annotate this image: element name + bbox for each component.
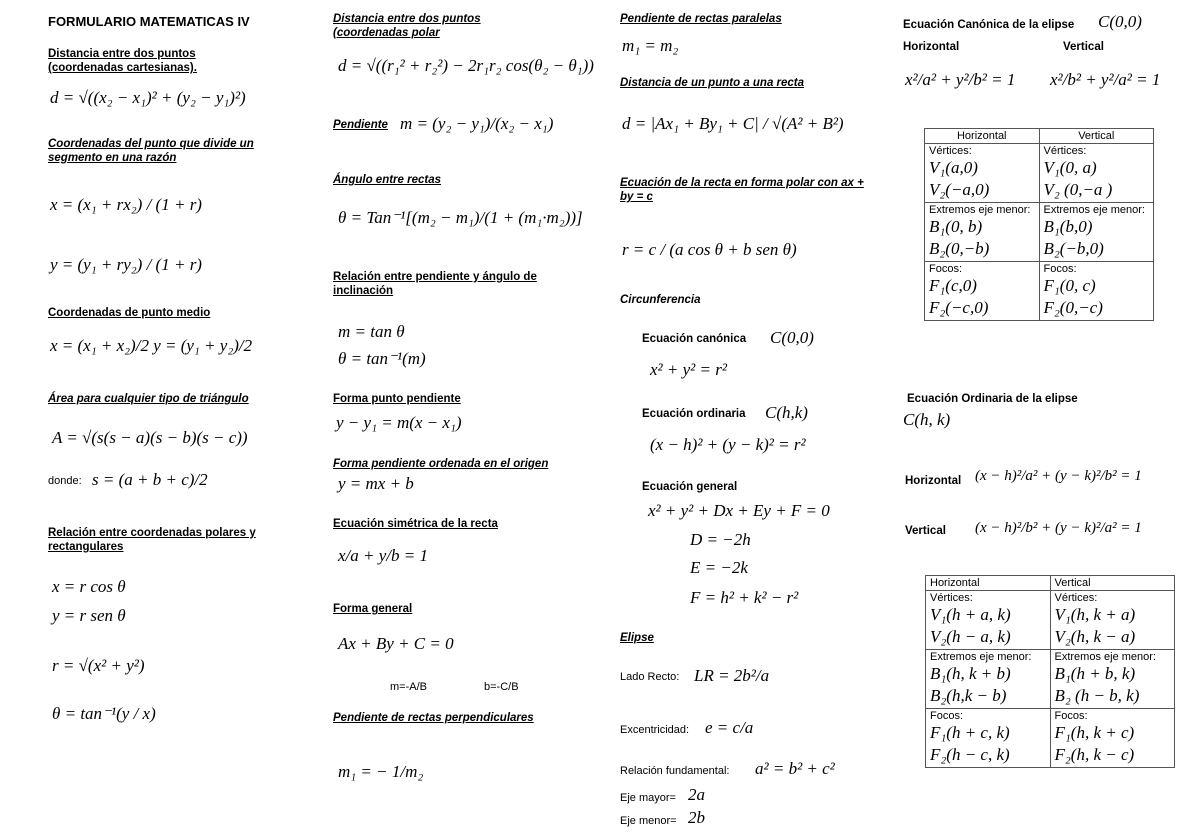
general-b-label: b=-C/B [484,681,519,693]
t1-v-f2: F₂(0,−c) [1043,298,1103,317]
t2-h-foci-label: Focos: [930,710,964,722]
t1-head-vertical: Vertical [1039,129,1154,144]
t2-h-f1: F₁(h + c, k) [930,723,1010,742]
latus-rectum-formula: LR = 2b²/a [694,666,770,685]
t1-v-v2: V₂ (0,−a ) [1043,180,1113,199]
eccentricity-label: Excentricidad: [620,724,690,736]
circle-general-F: F = h² + k² − r² [690,588,799,607]
midpoint-title: Coordenadas de punto medio [48,307,211,319]
t2-h-v1: V₁(h + a, k) [930,605,1011,624]
t1-h-f2: F₂(−c,0) [929,298,989,317]
circle-general-formula: x² + y² + Dx + Ey + F = 0 [648,501,830,520]
fundamental-formula: a² = b² + c² [755,759,835,778]
t2-v-b1: B₁(h + b, k) [1054,664,1136,683]
area-where-label: donde: [48,475,82,487]
t1-row-minor [925,203,1154,262]
point-line-distance-formula: d = |Ax₁ + By₁ + C| / √(A² + B²) [622,114,844,133]
general-form-formula: Ax + By + C = 0 [338,634,454,653]
eccentricity-formula: e = c/a [705,718,754,737]
t1-h-foci-label: Focos: [929,263,963,275]
minor-axis-label: Eje menor= [620,815,677,827]
polar-formula-2: y = r sen θ [52,606,126,625]
t1-v-b1: B₁(b,0) [1043,217,1093,236]
t1-h-minor-label: Extremos eje menor: [929,204,1031,216]
t1-v-minor-label: Extremos eje menor: [1043,204,1145,216]
area-title: Área para cualquier tipo de triángulo [48,393,249,405]
t1-v-f1: F₁(0, c) [1043,276,1096,295]
page-title: FORMULARIO MATEMATICAS IV [48,14,250,29]
ellipse-canonical-v-formula: x²/b² + y²/a² = 1 [1050,70,1161,89]
ellipse-canonical-h-formula: x²/a² + y²/b² = 1 [905,70,1016,89]
t2-h-minor-label: Extremos eje menor: [930,651,1032,663]
t2-v-f1: F₁(h, k + c) [1054,723,1135,742]
t1-h-f1: F₁(c,0) [929,276,977,295]
t2-v-b2: B₂ (h − b, k) [1054,686,1140,705]
t1-v-v1: V₁(0, a) [1043,158,1097,177]
circle-general-E: E = −2k [690,558,748,577]
ellipse-canonical-center: C(0,0) [1098,12,1142,31]
circle-general-label: Ecuación general [642,481,738,493]
polar-title: Relación entre coordenadas polares y rectangulares [48,527,256,553]
t2-row-vertices [926,591,1175,650]
slope-intercept-formula: y = mx + b [338,474,414,493]
ellipse-canonical-table [924,128,1154,321]
point-slope-title: Forma punto pendiente [333,393,461,405]
t2-v-v1: V₁(h, k + a) [1054,605,1136,624]
t2-row-minor [926,650,1175,709]
point-line-distance-title: Distancia de un punto a una recta [620,77,805,89]
minor-axis-value: 2b [688,808,705,827]
t2-h-vertices-label: Vértices: [930,592,973,604]
perpendicular-title: Pendiente de rectas perpendiculares [333,712,534,724]
t1-row-vertices [925,144,1154,203]
ellipse-title: Elipse [620,632,654,644]
circle-ordinary-formula: (x − h)² + (y − k)² = r² [650,435,806,454]
ellipse-vertical-label: Vertical [1063,41,1104,53]
perpendicular-formula: m₁ = − 1/m₂ [338,762,424,781]
t1-v-vertices-label: Vértices: [1043,145,1087,157]
ellipse-ordinary-table [925,575,1175,768]
polar-formula-1: x = r cos θ [52,577,126,596]
latus-rectum-label: Lado Recto: [620,671,680,683]
t2-row-foci [926,709,1175,768]
t2-h-v2: V₂(h − a, k) [930,627,1011,646]
circle-general-D: D = −2h [690,530,751,549]
t1-h-b2: B₂(0,−b) [929,239,990,258]
t1-h-vertices-label: Vértices: [929,145,972,157]
t2-head-vertical: Vertical [1050,576,1175,591]
area-s-formula: s = (a + b + c)/2 [92,470,208,489]
polar-distance-formula: d = √((r₁² + r₂²) − 2r₁r₂ cos(θ₂ − θ₁)) [338,56,594,75]
symmetric-title: Ecuación simétrica de la recta [333,518,498,530]
distance-formula: d = √((x₂ − x₁)² + (y₂ − y₁)²) [50,88,246,107]
division-x-formula: x = (x₁ + rx₂) / (1 + r) [50,195,202,214]
parallel-title: Pendiente de rectas paralelas [620,13,782,25]
slope-intercept-title: Forma pendiente ordenada en el origen [333,458,549,470]
t1-v-b2: B₂(−b,0) [1043,239,1104,258]
t1-h-v1: V₁(a,0) [929,158,978,177]
division-y-formula: y = (y₁ + ry₂) / (1 + r) [50,255,202,274]
general-m-label: m=-A/B [390,681,427,693]
area-formula: A = √(s(s − a)(s − b)(s − c)) [52,428,248,447]
t1-row-foci [925,262,1154,321]
t2-head-horizontal: Horizontal [926,576,1051,591]
polar-formula-3: r = √(x² + y²) [52,656,145,675]
polar-formula-4: θ = tan⁻¹(y / x) [52,704,156,723]
t2-v-foci-label: Focos: [1054,710,1088,722]
slope-formula: m = (y₂ − y₁)/(x₂ − x₁) [400,114,554,133]
ellipse-ordinary-v-label: Vertical [905,525,946,537]
major-axis-label: Eje mayor= [620,792,676,804]
general-form-title: Forma general [333,603,413,615]
circle-title: Circunferencia [620,294,701,306]
inclination-title: Relación entre pendiente y ángulo de inclinación [333,271,537,297]
angle-formula: θ = Tan⁻¹[(m₂ − m₁)/(1 + (m₁·m₂))] [338,208,583,227]
ellipse-ordinary-h-formula: (x − h)²/a² + (y − k)²/b² = 1 [975,468,1142,484]
distance-title: Distancia entre dos puntos (coordenadas cartesianas). [48,48,197,74]
fundamental-label: Relación fundamental: [620,765,730,777]
circle-canonical-center: C(0,0) [770,328,814,347]
angle-title: Ángulo entre rectas [333,174,441,186]
t1-head-horizontal: Horizontal [925,129,1040,144]
circle-canonical-label: Ecuación canónica [642,333,747,345]
ellipse-ordinary-h-label: Horizontal [905,475,962,487]
symmetric-formula: x/a + y/b = 1 [338,546,428,565]
major-axis-value: 2a [688,785,705,804]
circle-ordinary-label: Ecuación ordinaria [642,408,746,420]
t2-v-v2: V₂(h, k − a) [1054,627,1136,646]
division-title: Coordenadas del punto que divide un segmento en una razón [48,138,254,164]
t2-v-minor-label: Extremos eje menor: [1054,651,1156,663]
polar-distance-title: Distancia entre dos puntos (coordenadas polar [333,13,481,39]
ellipse-horizontal-label: Horizontal [903,41,960,53]
inclination-formula-1: m = tan θ [338,322,405,341]
slope-label: Pendiente [333,119,388,131]
polar-line-title: Ecuación de la recta en forma polar con ax + by = c [620,177,864,203]
t2-h-f2: F₂(h − c, k) [930,745,1010,764]
midpoint-formula: x = (x₁ + x₂)/2 y = (y₁ + y₂)/2 [50,336,253,355]
t1-h-v2: V₂(−a,0) [929,180,990,199]
t2-v-vertices-label: Vértices: [1054,592,1098,604]
parallel-formula: m₁ = m₂ [622,36,679,55]
inclination-formula-2: θ = tan⁻¹(m) [338,349,426,368]
ellipse-ordinary-center: C(h, k) [903,410,951,429]
circle-canonical-formula: x² + y² = r² [650,360,727,379]
circle-ordinary-center: C(h,k) [765,403,808,422]
t2-v-f2: F₂(h, k − c) [1054,745,1135,764]
ellipse-ordinary-v-formula: (x − h)²/b² + (y − k)²/a² = 1 [975,520,1142,536]
ellipse-ordinary-title: Ecuación Ordinaria de la elipse [907,393,1078,405]
t1-h-b1: B₁(0, b) [929,217,983,236]
ellipse-canonical-title: Ecuación Canónica de la elipse [903,19,1075,31]
t2-h-b1: B₁(h, k + b) [930,664,1011,683]
t1-v-foci-label: Focos: [1043,263,1077,275]
polar-line-formula: r = c / (a cos θ + b sen θ) [622,240,797,259]
t2-h-b2: B₂(h,k − b) [930,686,1007,705]
point-slope-formula: y − y₁ = m(x − x₁) [336,413,462,432]
